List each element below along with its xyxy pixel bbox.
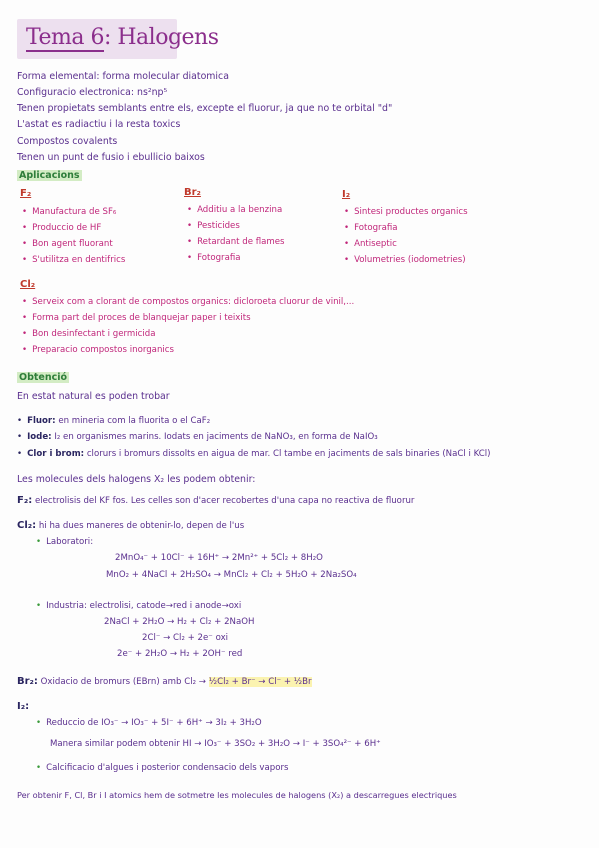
cl2-obtencio: Cl₂: hi ha dues maneres de obtenir-lo, depen de l'us <box>17 520 245 531</box>
intro-line-1: Forma elemental: forma molecular diatomica <box>17 71 229 82</box>
i2-item: • Fotografia <box>344 223 398 233</box>
br2-heading: Br₂ <box>184 187 201 198</box>
cl2-heading: Cl₂ <box>20 279 36 290</box>
intro-line-5: Compostos covalents <box>17 136 118 147</box>
lab-equation-2: MnO₂ + 4NaCl + 2H₂SO₄ → MnCl₂ + Cl₂ + 5H₂O + 2Na₂SO₄ <box>106 570 357 580</box>
final-note: Per obtenir F, Cl, Br i I atomics hem de sotmetre les molecules de halogens (X₂) a descarregues electriques <box>17 790 457 800</box>
f2-item: • Bon agent fluorant <box>22 239 113 249</box>
ind-equation-2: 2Cl⁻ → Cl₂ + 2e⁻ oxi <box>142 633 229 643</box>
cl2-item: • Forma part del proces de blanquejar paper i teixits <box>22 313 251 323</box>
i2-item: • Volumetries (iodometries) <box>344 255 466 265</box>
br2-item: • Additiu a la benzina <box>187 205 282 215</box>
intro-line-2: Configuracio electronica: ns²np⁵ <box>17 87 168 98</box>
i2-manera: Manera similar podem obtenir HI → IO₃⁻ + 3SO₂ + 3H₂O → I⁻ + 3SO₄²⁻ + 6H⁺ <box>50 739 381 749</box>
br2-item: • Retardant de flames <box>187 237 285 247</box>
ind-equation-1: 2NaCl + 2H₂O → H₂ + Cl₂ + 2NaOH <box>104 617 255 627</box>
br2-obtencio: Br₂: Oxidacio de bromurs (EBrn) amb Cl₂ → ½Cl₂ + Br⁻ → Cl⁻ + ½Br <box>17 676 312 687</box>
molecules-line: Les molecules dels halogens X₂ les podem obtenir: <box>17 474 256 485</box>
intro-line-6: Tenen un punt de fusio i ebullicio baixos <box>17 152 205 163</box>
i2-item: • Antiseptic <box>344 239 397 249</box>
cl2-item: • Serveix com a clorant de compostos organics: dicloroeta cluorur de vinil,... <box>22 297 354 307</box>
intro-line-3: Tenen propietats semblants entre els, excepte el fluorur, ja que no te orbital "d" <box>17 103 393 114</box>
ind-equation-3: 2e⁻ + 2H₂O → H₂ + 2OH⁻ red <box>117 649 243 659</box>
i2-reduccio: • Reduccio de IO₃⁻ → IO₃⁻ + 5I⁻ + 6H⁺ → 3I₂ + 3H₂O <box>36 718 262 728</box>
laboratori-label: • Laboratori: <box>36 537 93 547</box>
br2-item: • Fotografia <box>187 253 241 263</box>
f2-item: • Manufactura de SF₆ <box>22 207 116 217</box>
f2-obtencio: F₂: electrolisis del KF fos. Les celles son d'acer recobertes d'una capa no reactiva de fluorur <box>17 495 415 506</box>
f2-item: • Produccio de HF <box>22 223 101 233</box>
section-aplicacions: Aplicacions <box>19 170 80 181</box>
f2-heading: F₂ <box>20 188 32 199</box>
i2-obtencio-label: I₂: <box>17 701 30 712</box>
i2-item: • Sintesi productes organics <box>344 207 468 217</box>
cl2-item: • Bon desinfectant i germicida <box>22 329 156 339</box>
section-obtencio: Obtenció <box>19 372 68 383</box>
br2-item: • Pesticides <box>187 221 240 231</box>
clor-line: • Clor i brom: clorurs i bromurs dissolts en aigua de mar. Cl tambe en jaciments de sals binaries (NaCl i KCl) <box>17 449 491 459</box>
fluor-line: • Fluor: en mineria com la fluorita o el CaF₂ <box>17 416 210 426</box>
estat-natural: En estat natural es poden trobar <box>17 391 170 402</box>
iode-line: • Iode: I₂ en organismes marins. Iodats en jaciments de NaNO₃, en forma de NaIO₃ <box>17 432 378 442</box>
i2-heading: I₂ <box>342 189 351 200</box>
industria-label: • Industria: electrolisi, catode→red i anode→oxi <box>36 601 241 611</box>
i2-calcificacio: • Calcificacio d'algues i posterior condensacio dels vapors <box>36 763 289 773</box>
cl2-item: • Preparacio compostos inorganics <box>22 345 174 355</box>
intro-line-4: L'astat es radiactiu i la resta toxics <box>17 119 181 130</box>
page-title: Tema 6: Halogens <box>26 25 219 50</box>
f2-item: • S'utilitza en dentifrics <box>22 255 125 265</box>
lab-equation-1: 2MnO₄⁻ + 10Cl⁻ + 16H⁺ → 2Mn²⁺ + 5Cl₂ + 8H₂O <box>115 553 323 563</box>
